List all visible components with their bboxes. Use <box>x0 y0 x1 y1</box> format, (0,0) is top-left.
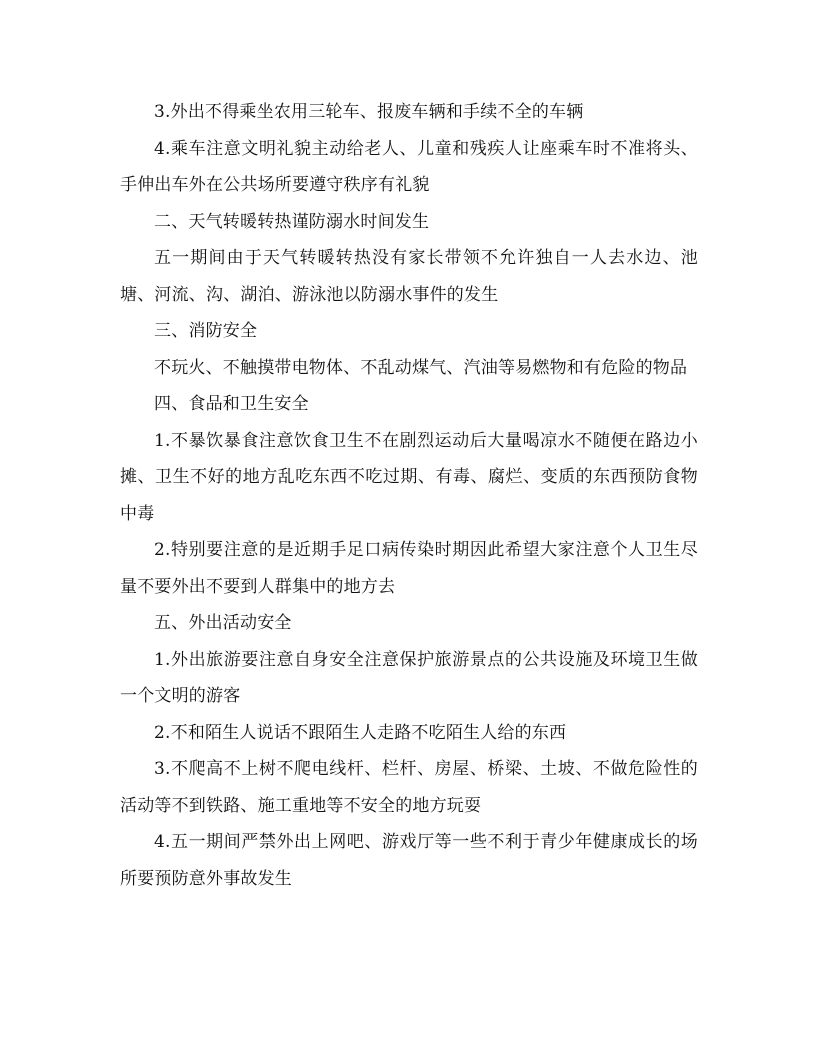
paragraph-rule-3-vehicles: 3.外出不得乘坐农用三轮车、报废车辆和手续不全的车辆 <box>154 102 584 122</box>
document-body <box>120 94 698 897</box>
section-heading-drowning: 二、天气转暖转热谨防溺水时间发生 <box>154 211 430 232</box>
paragraph-drowning-prevention: 五一期间由于天气转暖转热没有家长带领不允许独自一人去水边、池塘、河流、沟、湖泊、游泳池以防溺水事件的发生 <box>120 248 698 305</box>
paragraph-food-rule-1: 1.不暴饮暴食注意饮食卫生不在剧烈运动后大量喝凉水不随便在路边小摊、卫生不好的地方乱吃东西不吃过期、有毒、腐烂、变质的东西预防食物中毒 <box>120 430 698 524</box>
paragraph-food-rule-2: 2.特别要注意的是近期手足口病传染时期因此希望大家注意个人卫生尽量不要外出不要到人群集中的地方去 <box>120 540 698 597</box>
paragraph-rule-4-courtesy: 4.乘车注意文明礼貌主动给老人、儿童和残疾人让座乘车时不准将头、手伸出车外在公共场所要遵守秩序有礼貌 <box>120 138 698 195</box>
paragraph-outdoor-rule-4: 4.五一期间严禁外出上网吧、游戏厅等一些不利于青少年健康成长的场所要预防意外事故发生 <box>120 832 698 889</box>
section-heading-food-hygiene: 四、食品和卫生安全 <box>154 394 309 414</box>
paragraph-outdoor-rule-3: 3.不爬高不上树不爬电线杆、栏杆、房屋、桥梁、土坡、不做危险性的活动等不到铁路、施工重地等不安全的地方玩耍 <box>120 759 698 816</box>
section-heading-outdoor-safety: 五、外出活动安全 <box>154 613 292 633</box>
paragraph-fire-safety: 不玩火、不触摸带电物体、不乱动煤气、汽油等易燃物和有危险的物品 <box>154 357 688 378</box>
paragraph-outdoor-rule-2: 2.不和陌生人说话不跟陌生人走路不吃陌生人给的东西 <box>154 722 567 743</box>
section-heading-fire-safety: 三、消防安全 <box>154 321 258 341</box>
paragraph-outdoor-rule-1: 1.外出旅游要注意自身安全注意保护旅游景点的公共设施及环境卫生做一个文明的游客 <box>120 649 698 706</box>
